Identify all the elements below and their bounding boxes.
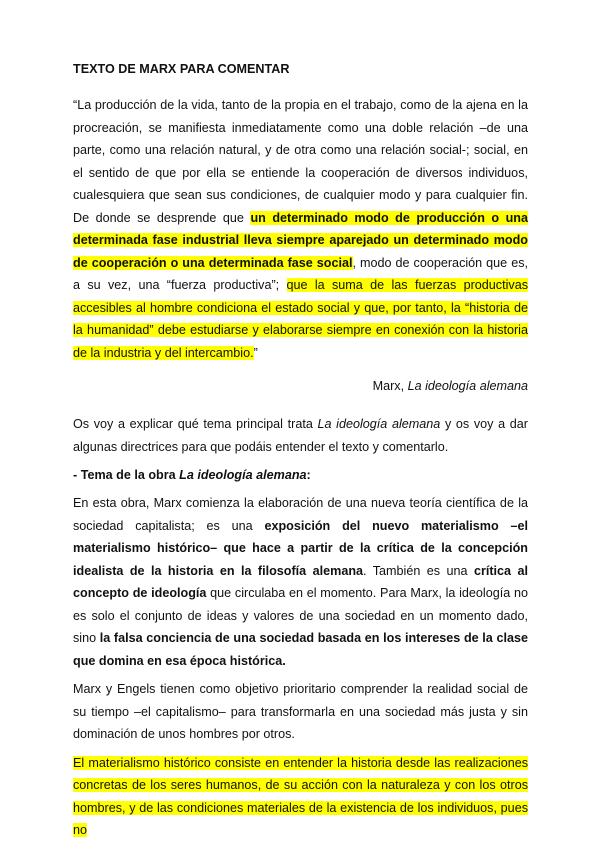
theme-bold-2: crítica al concepto de ideología — [73, 563, 528, 600]
quote-text: “La producción de la vida, tanto de la propia en el trabajo, como de la ajena en la procreación, se manifiesta inmediatamente como una doble relación –de una parte, como una relación natural, y de otra como una relación social-; social, en el sentido de que por ella se entiende la cooperación de diversos individuos, cualesquiera que sean sus condiciones, de cualquier modo y para cualquier fin. De donde se desprende que — [73, 98, 528, 225]
section-heading — [73, 464, 528, 486]
theme-bold-3: la falsa conciencia de una sociedad basada en los intereses de la clase que domina en esa época histórica. — [73, 631, 528, 668]
intro-text-2: y os voy a dar algunas directrices para que podáis entender el texto y comentarlo. — [73, 417, 528, 454]
section-heading-prefix: - Tema de la obra — [73, 468, 180, 482]
quote-attribution — [73, 375, 528, 397]
quote-highlight: que la suma de las fuerzas productivas accesibles al hombre condiciona el estado social y que, por tanto, la “historia de la humanidad” debe estudiarse y elaborarse siempre en conexión con la historia de la industria y del intercambio. — [73, 278, 528, 360]
quote-close: ” — [253, 345, 258, 360]
theme-bold-1: exposición del nuevo materialismo –el materialismo histórico– que hace a partir de la crítica de la concepción idealista de la historia en la filosofía alemana — [73, 518, 528, 578]
marx-quote — [73, 94, 528, 364]
section-heading-suffix: : — [306, 468, 311, 482]
theme-text-1: En esta obra, Marx comienza la elaboración de una nueva teoría científica de la sociedad capitalista; es una — [73, 496, 528, 533]
materialism-paragraph — [73, 752, 528, 842]
objective-paragraph: Marx y Engels tienen como objetivo prioritario comprender la realidad social de su tiempo –el capitalismo– para transformarla en una sociedad más justa y sin dominación de unos hombres por otros. — [73, 682, 528, 741]
materialism-highlight: El materialismo histórico consiste en entender la historia desde las realizaciones concretas de los seres humanos, de su acción con la naturaleza y con los otros hombres, y de las condiciones materiales de la existencia de los individuos, pues no — [73, 755, 528, 837]
theme-text-2: . También es una — [363, 563, 474, 578]
document-title: TEXTO DE MARX PARA COMENTAR — [73, 62, 290, 76]
attribution-author: Marx, — [372, 379, 408, 393]
intro-paragraph — [73, 413, 528, 458]
document-page — [73, 62, 528, 848]
theme-text-3: que circulaba en el momento. Para Marx, la ideología no es solo el conjunto de ideas y valores de una sociedad en un momento dado, sino — [73, 586, 528, 645]
quote-text-2: , modo de cooperación que es, a su vez, una “fuerza productiva”; — [73, 255, 528, 292]
quote-bold-highlight: un determinado modo de producción o una determinada fase industrial lleva siempre aparejado un determinado modo de cooperación o una determinada fase social — [73, 210, 528, 270]
theme-paragraph — [73, 492, 528, 672]
attribution-work: La ideología alemana — [407, 379, 528, 393]
section-heading-work: La ideología alemana — [179, 468, 307, 482]
intro-work-title: La ideología alemana — [317, 417, 441, 431]
intro-text: Os voy a explicar qué tema principal trata — [73, 417, 318, 431]
